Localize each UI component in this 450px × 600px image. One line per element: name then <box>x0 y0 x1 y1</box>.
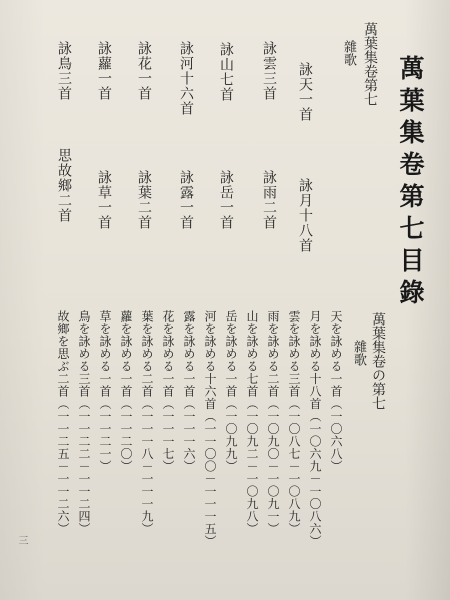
toc-entry: 草を詠める一首（一一二一） <box>98 310 112 473</box>
toc-entry: 雲を詠める三首（一〇八七－一〇八九） <box>287 310 301 535</box>
poem-heading: 詠月十八首 <box>297 178 313 253</box>
poem-heading: 詠雲三首 <box>261 41 277 101</box>
toc-entry: 故鄉を思ぶ二首（一一二五－一一二六） <box>56 310 70 535</box>
poem-heading: 詠雨二首 <box>261 170 277 230</box>
toc-entry: 露を詠める一首（一一一六） <box>182 310 196 473</box>
poem-heading: 詠河十六首 <box>178 41 194 116</box>
poem-heading: 詠山七首 <box>218 42 234 102</box>
toc-entry: 岳を詠める一首（一〇九九） <box>224 310 238 473</box>
category-label: 雜歌 <box>341 40 356 66</box>
poem-heading: 詠蘿一首 <box>96 41 112 101</box>
toc-entry: 山を詠める七首（一〇九二－一〇九八） <box>245 310 259 535</box>
poem-heading: 詠草一首 <box>96 170 112 230</box>
toc-entry: 河を詠める十六首（一一〇〇－一一一五） <box>203 310 217 548</box>
volume-label: 萬葉集卷第七 <box>362 22 378 106</box>
page-number: 三 <box>16 535 27 545</box>
poem-heading: 詠鳥三首 <box>56 41 72 101</box>
poem-heading: 詠露一首 <box>178 170 194 230</box>
contents-title: 萬葉集卷第七目錄 <box>396 55 425 311</box>
poem-heading: 詠天一首 <box>297 62 313 122</box>
toc-entry: 鳥を詠める三首（一一二二－一一二四） <box>77 310 91 535</box>
poem-heading: 思故鄉二首 <box>56 148 72 223</box>
poem-heading: 詠葉二首 <box>136 170 152 230</box>
category-label-reading: 雜歌 <box>351 340 366 366</box>
poem-heading: 詠花一首 <box>136 41 152 101</box>
toc-entry: 蘿を詠める一首（一一二〇） <box>119 310 133 473</box>
toc-entry: 天を詠める一首（一〇六八） <box>329 310 343 473</box>
toc-entry: 花を詠める一首（一一一七） <box>161 310 175 473</box>
toc-entry: 月を詠める十八首（一〇六九－一〇八六） <box>308 310 322 548</box>
toc-entry: 雨を詠める二首（一〇九〇－一〇九一） <box>266 310 280 535</box>
poem-heading: 詠岳一首 <box>218 170 234 230</box>
volume-label-reading: 萬葉集卷の第七 <box>370 312 386 410</box>
toc-entry: 葉を詠める二首（一一一八－一一一九） <box>140 310 154 535</box>
